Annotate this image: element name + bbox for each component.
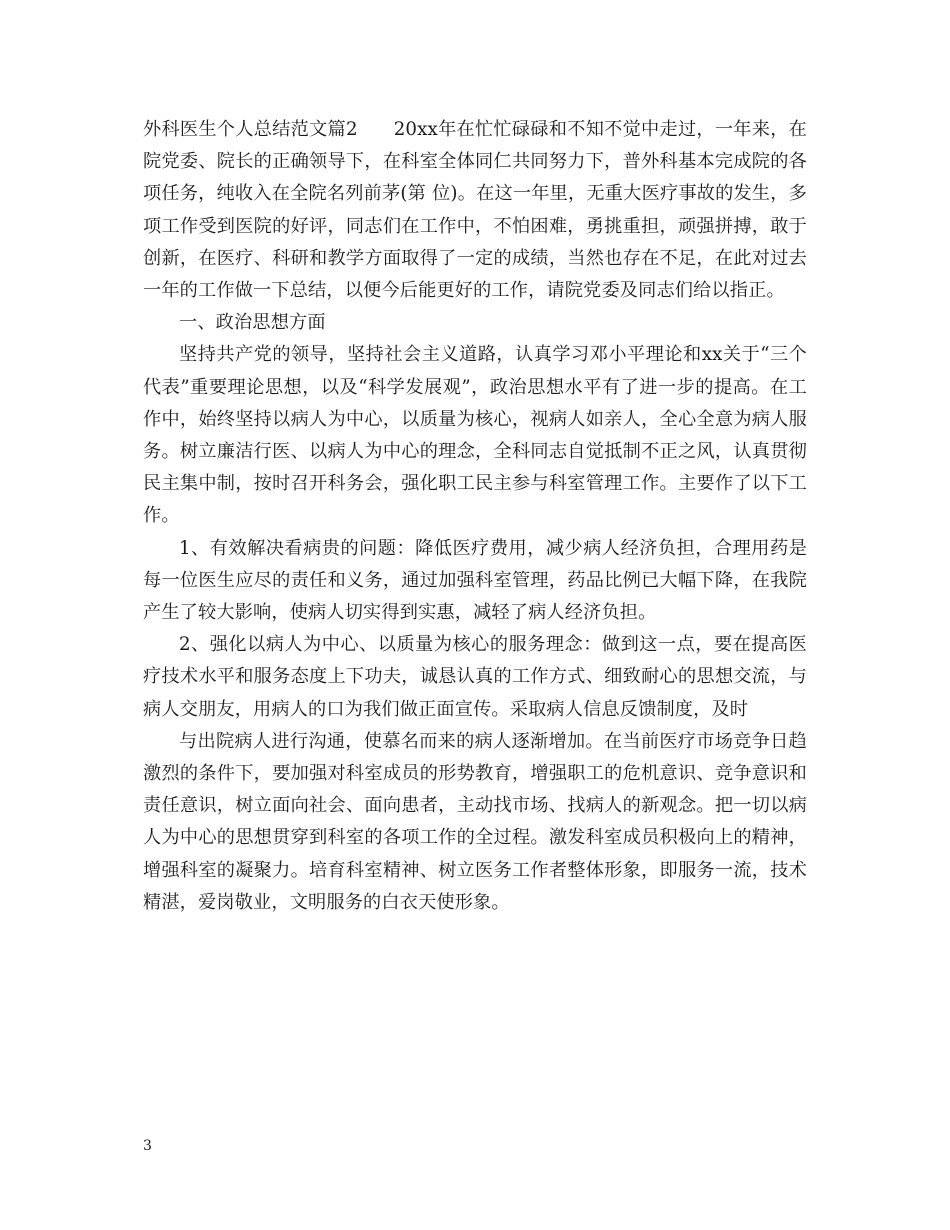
page-number: 3 [143, 1138, 152, 1154]
intro-text: 20xx年在忙忙碌碌和不知不觉中走过，一年来，在院党委、院长的正确领导下，在科室全体同仁共同努力下，普外科基本完成院的各项任务，纯收入在全院名列前茅(第 位)。在这一年里，无重大医疗事故的发生，多项工作受到医院的好评，同志们在工作中，不怕困难，勇挑重担，顽强拼搏，敢于创新，在医疗、科研和教学方面取得了一定的成绩，当然也存在不足，在此对过去一年的工作做一下总结，以便今后能更好的工作，请院党委及同志们给以指正。 [143, 119, 807, 302]
section-heading: 一、政治思想方面 [179, 312, 326, 334]
document-body [143, 114, 807, 919]
intro-paragraph [143, 114, 807, 307]
document-title: 外科医生个人总结范文篇2 [143, 119, 358, 140]
paragraph-item-1: 1、有效解决看病贵的问题：降低医疗费用，减少病人经济负担，合理用药是每一位医生应尽的责任和义务，通过加强科室管理，药品比例已大幅下降，在我院产生了较大影响，使病人切实得到实惠，减轻了病人经济负担。 [143, 537, 807, 624]
paragraph-item-2: 2、强化以病人为中心、以质量为核心的服务理念：做到这一点，要在提高医疗技术水平和服务态度上下功夫，诚恳认真的工作方式、细致耐心的思想交流，与病人交朋友，用病人的口为我们做正面宣传。采取病人信息反馈制度，及时 [143, 634, 807, 720]
paragraph-continuation: 与出院病人进行沟通，使慕名而来的病人逐渐增加。在当前医疗市场竞争日趋激烈的条件下，要加强对科室成员的形势教育，增强职工的危机意识、竞争意识和责任意识，树立面向社会、面向患者，主动找市场、找病人的新观念。把一切以病人为中心的思想贯穿到科室的各项工作的全过程。激发科室成员积极向上的精神，增强科室的凝聚力。培育科室精神、树立医务工作者整体形象，即服务一流，技术精湛，爱岗敬业，文明服务的白衣天使形象。 [143, 730, 807, 913]
paragraph-politics: 坚持共产党的领导，坚持社会主义道路，认真学习邓小平理论和xx关于“三个代表”重要理论思想，以及“科学发展观”，政治思想水平有了进一步的提高。在工作中，始终坚持以病人为中心，以质量为核心，视病人如亲人，全心全意为病人服务。树立廉洁行医、以病人为中心的理念，全科同志自觉抵制不正之风，认真贯彻民主集中制，按时召开科务会，强化职工民主参与科室管理工作。主要作了以下工作。 [143, 344, 807, 527]
